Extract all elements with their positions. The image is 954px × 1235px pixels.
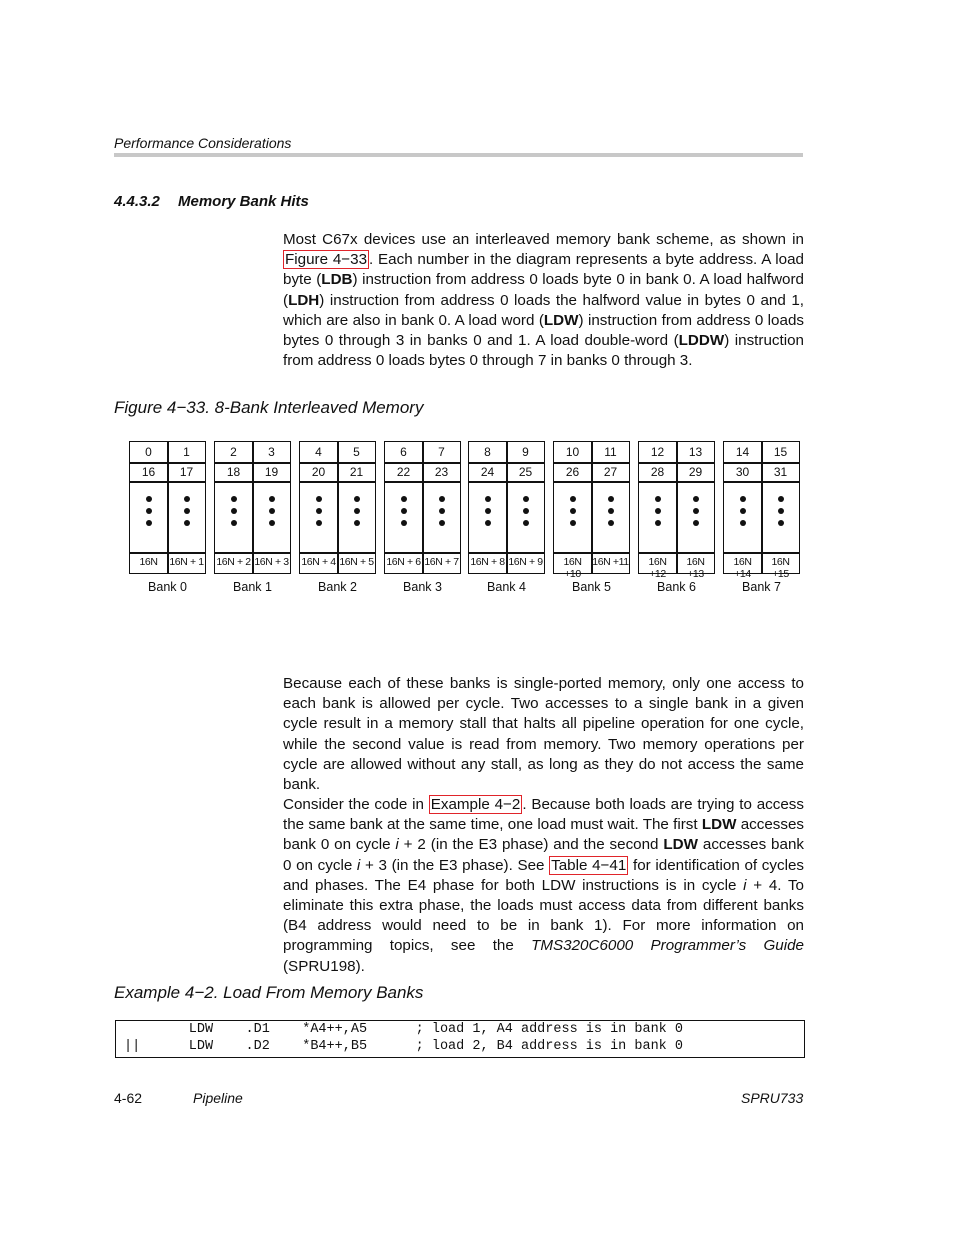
bank-5-top-right-address: 11 <box>604 445 617 459</box>
ellipsis-dots <box>401 496 407 532</box>
example-title: Example 4−2. Load From Memory Banks <box>114 983 424 1002</box>
ellipsis-dots <box>231 496 237 532</box>
bank-5-bottom-right-address: 16N +11 <box>592 556 629 568</box>
bank-grid-line <box>215 481 290 483</box>
dot <box>693 496 699 502</box>
dot <box>778 508 784 514</box>
section-number: 4.4.3.2 <box>114 193 160 210</box>
bank-0-top-left-address: 0 <box>145 445 152 459</box>
figure-title: Figure 4−33. 8-Bank Interleaved Memory <box>114 398 424 417</box>
ellipsis-dots <box>778 496 784 532</box>
dot <box>354 496 360 502</box>
bank-7 <box>723 441 800 580</box>
bank-2-bottom-left-address: 16N + 4 <box>301 556 336 568</box>
dot <box>439 496 445 502</box>
dot <box>778 520 784 526</box>
bank-5-second-right-address: 27 <box>603 465 618 479</box>
bank-6-top-left-address: 12 <box>650 445 665 459</box>
table-link[interactable]: Table 4−41 <box>551 856 627 874</box>
dot <box>485 520 491 526</box>
dot <box>693 520 699 526</box>
bank-4-top-left-address: 8 <box>484 445 491 459</box>
dot <box>740 508 746 514</box>
bank-grid-line <box>130 552 205 554</box>
dot <box>655 508 661 514</box>
bank-4-bottom-right-address: 16N + 9 <box>508 556 543 568</box>
dot <box>570 508 576 514</box>
bank-6-second-right-address: 29 <box>688 465 703 479</box>
bank-label: Bank 0 <box>148 580 187 594</box>
dot <box>316 508 322 514</box>
dot <box>184 520 190 526</box>
dot <box>269 520 275 526</box>
bank-2 <box>299 441 376 574</box>
dot <box>740 496 746 502</box>
dot <box>316 520 322 526</box>
chapter-name: Pipeline <box>193 1090 243 1106</box>
code-listing <box>115 1020 805 1058</box>
header-rule <box>114 153 803 157</box>
bank-grid-line <box>130 462 205 464</box>
dot <box>523 496 529 502</box>
bank-5-top-left-address: 10 <box>565 445 580 459</box>
dot <box>269 508 275 514</box>
dot <box>146 496 152 502</box>
bank-label: Bank 4 <box>487 580 526 594</box>
bank-4 <box>468 441 545 574</box>
dot <box>269 496 275 502</box>
ellipsis-dots <box>485 496 491 532</box>
dot <box>523 520 529 526</box>
bank-3-second-left-address: 22 <box>396 465 411 479</box>
bank-label: Bank 6 <box>657 580 696 594</box>
dot <box>146 508 152 514</box>
bank-3 <box>384 441 461 574</box>
ellipsis-dots <box>608 496 614 532</box>
bank-grid-line <box>554 552 629 554</box>
bank-grid-line <box>469 552 544 554</box>
dot <box>570 520 576 526</box>
code-line-2: || LDW .D2 *B4++,B5 ; load 2, B4 address is in bank 0 <box>124 1039 683 1054</box>
running-head: Performance Considerations <box>114 135 292 151</box>
bank-grid-line <box>300 462 375 464</box>
ellipsis-dots <box>693 496 699 532</box>
ellipsis-dots <box>316 496 322 532</box>
bank-label: Bank 1 <box>233 580 272 594</box>
stall-paragraph: Because each of these banks is single-ported memory, only one access to each bank is allowed per cycle. Two accesses to a single bank in a given cycle result in a memory stall that halts all pipeline operation for one cycle, while the second value is read from memory. Two memory operations per cycle are allowed without any stall, as long as they do not access the same bank. <box>283 675 804 794</box>
bank-grid-line <box>554 462 629 464</box>
bank-grid-line <box>385 552 460 554</box>
ellipsis-dots <box>523 496 529 532</box>
bank-0-second-left-address: 16 <box>141 465 156 479</box>
code-line-1: LDW .D1 *A4++,A5 ; load 1, A4 address is in bank 0 <box>124 1022 683 1037</box>
dot <box>655 496 661 502</box>
ellipsis-dots <box>184 496 190 532</box>
section-heading: Memory Bank Hits <box>178 193 309 210</box>
bank-grid-line <box>469 481 544 483</box>
example-link[interactable]: Example 4−2 <box>430 796 521 813</box>
bank-0-bottom-left-address: 16N <box>139 556 158 568</box>
bank-2-second-left-address: 20 <box>311 465 326 479</box>
bank-grid-line <box>385 481 460 483</box>
dot <box>608 496 614 502</box>
dot <box>316 496 322 502</box>
dot <box>439 508 445 514</box>
dot <box>401 496 407 502</box>
bank-0-bottom-right-address: 16N + 1 <box>169 556 204 568</box>
bank-label: Bank 5 <box>572 580 611 594</box>
bank-grid-line <box>300 481 375 483</box>
dot <box>184 508 190 514</box>
bank-7-second-right-address: 31 <box>773 465 788 479</box>
bank-1-top-left-address: 2 <box>230 445 237 459</box>
dot <box>354 508 360 514</box>
section-title <box>114 193 309 210</box>
bank-grid-line <box>215 552 290 554</box>
bank-7-bottom-right-address: 16N +15 <box>771 556 790 580</box>
bank-grid-line <box>300 552 375 554</box>
bank-7-top-right-address: 15 <box>773 445 788 459</box>
bank-5-second-left-address: 26 <box>565 465 580 479</box>
dot <box>146 520 152 526</box>
bank-grid-line <box>724 552 799 554</box>
bank-2-top-right-address: 5 <box>353 445 360 459</box>
ellipsis-dots <box>269 496 275 532</box>
dot <box>439 520 445 526</box>
bank-4-top-right-address: 9 <box>522 445 529 459</box>
bank-grid-line <box>554 481 629 483</box>
example-paragraph: Consider the code in Example 4−2 . Because both loads are trying to access the same bank at the same time, one load must wait. The first LDW accesses bank 0 on cycle i + 2 (in the E3 phase) and the second LDW accesses bank 0 on cycle i + 3 (in the E3 phase). See Table 4−41 for identification of cycles and phases. The E4 phase for both LDW instructions is in cycle i + 4. To eliminate this extra phase, the loads must access data from different banks (B4 address would need to be in bank 1). For more information on programming topics, see the TMS320C6000 Programmer’s Guide (SPRU198). <box>283 796 804 975</box>
page-number: 4-62 <box>114 1090 143 1106</box>
bank-2-bottom-right-address: 16N + 5 <box>339 556 374 568</box>
bank-grid-line <box>385 462 460 464</box>
dot <box>401 520 407 526</box>
bank-1 <box>214 441 291 574</box>
bank-grid-line <box>724 462 799 464</box>
ellipsis-dots <box>740 496 746 532</box>
figure-link[interactable]: Figure 4−33 <box>285 251 368 269</box>
ellipsis-dots <box>146 496 152 532</box>
bank-6-second-left-address: 28 <box>650 465 665 479</box>
dot <box>778 496 784 502</box>
bank-1-second-left-address: 18 <box>226 465 241 479</box>
bank-grid-line <box>639 481 714 483</box>
bank-grid-line <box>724 481 799 483</box>
bank-5-bottom-left-address: 16N +10 <box>563 556 582 580</box>
bank-grid-line <box>215 462 290 464</box>
bank-grid-line <box>639 552 714 554</box>
dot <box>570 496 576 502</box>
bank-6-top-right-address: 13 <box>688 445 703 459</box>
ellipsis-dots <box>570 496 576 532</box>
bank-label: Bank 7 <box>742 580 781 594</box>
bank-1-top-right-address: 3 <box>268 445 275 459</box>
bank-6 <box>638 441 715 580</box>
dot <box>485 496 491 502</box>
bank-2-second-right-address: 21 <box>349 465 364 479</box>
dot <box>231 520 237 526</box>
dot <box>608 520 614 526</box>
bank-grid-line <box>639 462 714 464</box>
bank-0 <box>129 441 206 574</box>
bank-7-bottom-left-address: 16N +14 <box>733 556 752 580</box>
dot <box>740 520 746 526</box>
bank-1-bottom-right-address: 16N + 3 <box>254 556 289 568</box>
bank-label: Bank 2 <box>318 580 357 594</box>
bank-label: Bank 3 <box>403 580 442 594</box>
bank-5 <box>553 441 630 580</box>
dot <box>523 508 529 514</box>
bank-3-bottom-left-address: 16N + 6 <box>386 556 421 568</box>
document-number: SPRU733 <box>741 1090 804 1106</box>
bank-6-bottom-right-address: 16N +13 <box>686 556 705 580</box>
dot <box>354 520 360 526</box>
bank-4-second-left-address: 24 <box>480 465 495 479</box>
bank-grid-line <box>130 481 205 483</box>
bank-3-top-right-address: 7 <box>438 445 445 459</box>
bank-7-top-left-address: 14 <box>735 445 750 459</box>
bank-1-second-right-address: 19 <box>264 465 279 479</box>
bank-7-second-left-address: 30 <box>735 465 750 479</box>
bank-4-second-right-address: 25 <box>518 465 533 479</box>
dot <box>693 508 699 514</box>
bank-4-bottom-left-address: 16N + 8 <box>470 556 505 568</box>
dot <box>608 508 614 514</box>
bank-0-second-right-address: 17 <box>179 465 194 479</box>
dot <box>231 508 237 514</box>
dot <box>655 520 661 526</box>
bank-1-bottom-left-address: 16N + 2 <box>216 556 251 568</box>
dot <box>184 496 190 502</box>
bank-3-second-right-address: 23 <box>434 465 449 479</box>
bank-3-top-left-address: 6 <box>400 445 407 459</box>
dot <box>401 508 407 514</box>
intro-paragraph: Most C67x devices use an interleaved memory bank scheme, as shown in Figure 4−33 . Each number in the diagram represents a byte address. A load byte (LDB) instruction from address 0 loads byte 0 in bank 0. A load halfword (LDH) instruction from address 0 loads the halfword value in bytes 0 and 1, which are also in bank 0. A load word (LDW) instruction from address 0 loads bytes 0 through 3 in banks 0 and 1. A load double-word (LDDW) instruction from address 0 loads bytes 0 through 7 in banks 0 through 3. <box>283 231 805 370</box>
ellipsis-dots <box>439 496 445 532</box>
ellipsis-dots <box>354 496 360 532</box>
bank-6-bottom-left-address: 16N +12 <box>648 556 667 580</box>
dot <box>231 496 237 502</box>
bank-grid-line <box>469 462 544 464</box>
ellipsis-dots <box>655 496 661 532</box>
dot <box>485 508 491 514</box>
bank-2-top-left-address: 4 <box>315 445 322 459</box>
bank-0-top-right-address: 1 <box>183 445 190 459</box>
bank-3-bottom-right-address: 16N + 7 <box>424 556 459 568</box>
